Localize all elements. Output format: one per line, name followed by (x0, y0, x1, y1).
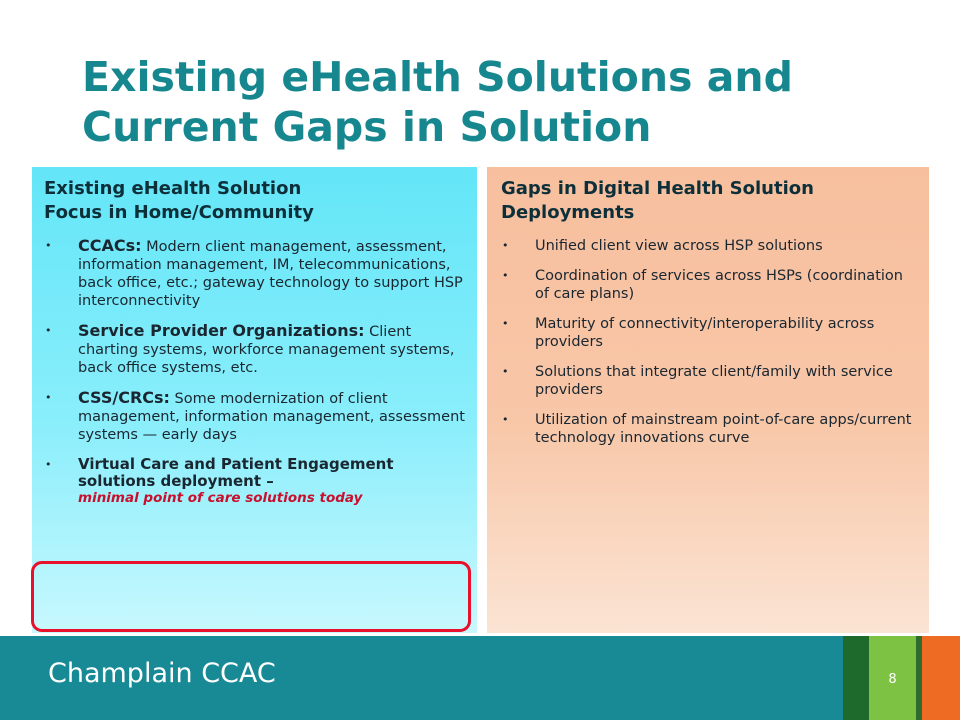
bullet-icon: • (45, 324, 52, 337)
existing-solutions-heading (44, 177, 465, 225)
item-lead: CCACs: (78, 236, 142, 255)
virtual-care-note: minimal point of care solutions today (78, 490, 363, 506)
existing-solutions-heading-line-2: Focus in Home/Community (44, 202, 314, 223)
existing-solutions-list (44, 237, 465, 507)
gaps-item (501, 315, 915, 351)
existing-solutions-item-css-crcs (44, 389, 465, 444)
gaps-list (501, 237, 915, 447)
footer-stripe-orange (922, 636, 960, 720)
item-lead: CSS/CRCs: (78, 388, 170, 407)
gaps-panel (487, 167, 929, 633)
item-text: Modern client management, assessment, information management, IM, telecommunications, back office, etc.; gateway technology to support HSP interconnectivity (78, 239, 463, 309)
virtual-care-highlight-outline (31, 561, 471, 632)
bullet-icon: • (45, 391, 52, 404)
bullet-icon: • (502, 269, 509, 282)
footer-band (0, 636, 960, 720)
item-text: Client charting systems, workforce management systems, back office systems, etc. (78, 324, 455, 376)
gaps-item (501, 411, 915, 447)
footer-organization-label: Champlain CCAC (48, 658, 276, 689)
bullet-icon: • (502, 365, 509, 378)
gaps-item (501, 237, 915, 255)
existing-solutions-item-ccacs (44, 237, 465, 310)
gaps-item-text: Solutions that integrate client/family with service providers (535, 364, 893, 398)
existing-solutions-item-virtual-care (44, 456, 465, 507)
page-number: 8 (888, 672, 897, 687)
gaps-item-text: Unified client view across HSP solutions (535, 238, 823, 254)
gaps-item (501, 267, 915, 303)
slide-title-line-2: Current Gaps in Solution (82, 103, 652, 151)
slide-title (82, 52, 942, 152)
existing-solutions-item-spo (44, 322, 465, 377)
bullet-icon: • (502, 239, 509, 252)
bullet-icon: • (502, 413, 509, 426)
gaps-item-text: Maturity of connectivity/interoperability across providers (535, 316, 875, 350)
existing-solutions-heading-line-1: Existing eHealth Solution (44, 178, 302, 199)
gaps-heading-line-2: Deployments (501, 202, 635, 223)
virtual-care-text: Virtual Care and Patient Engagement solutions deployment – (78, 455, 394, 490)
slide-title-line-1: Existing eHealth Solutions and (82, 53, 793, 101)
footer-stripe-dark-green (843, 636, 869, 720)
gaps-heading (501, 177, 915, 225)
gaps-item-text: Coordination of services across HSPs (coordination of care plans) (535, 268, 903, 302)
item-text: Some modernization of client management, information management, assessment systems — early days (78, 391, 465, 443)
bullet-icon: • (45, 239, 52, 252)
bullet-icon: • (45, 458, 52, 471)
gaps-item (501, 363, 915, 399)
item-lead: Service Provider Organizations: (78, 321, 365, 340)
bullet-icon: • (502, 317, 509, 330)
gaps-item-text: Utilization of mainstream point-of-care apps/current technology innovations curve (535, 412, 912, 446)
gaps-heading-line-1: Gaps in Digital Health Solution (501, 178, 814, 199)
